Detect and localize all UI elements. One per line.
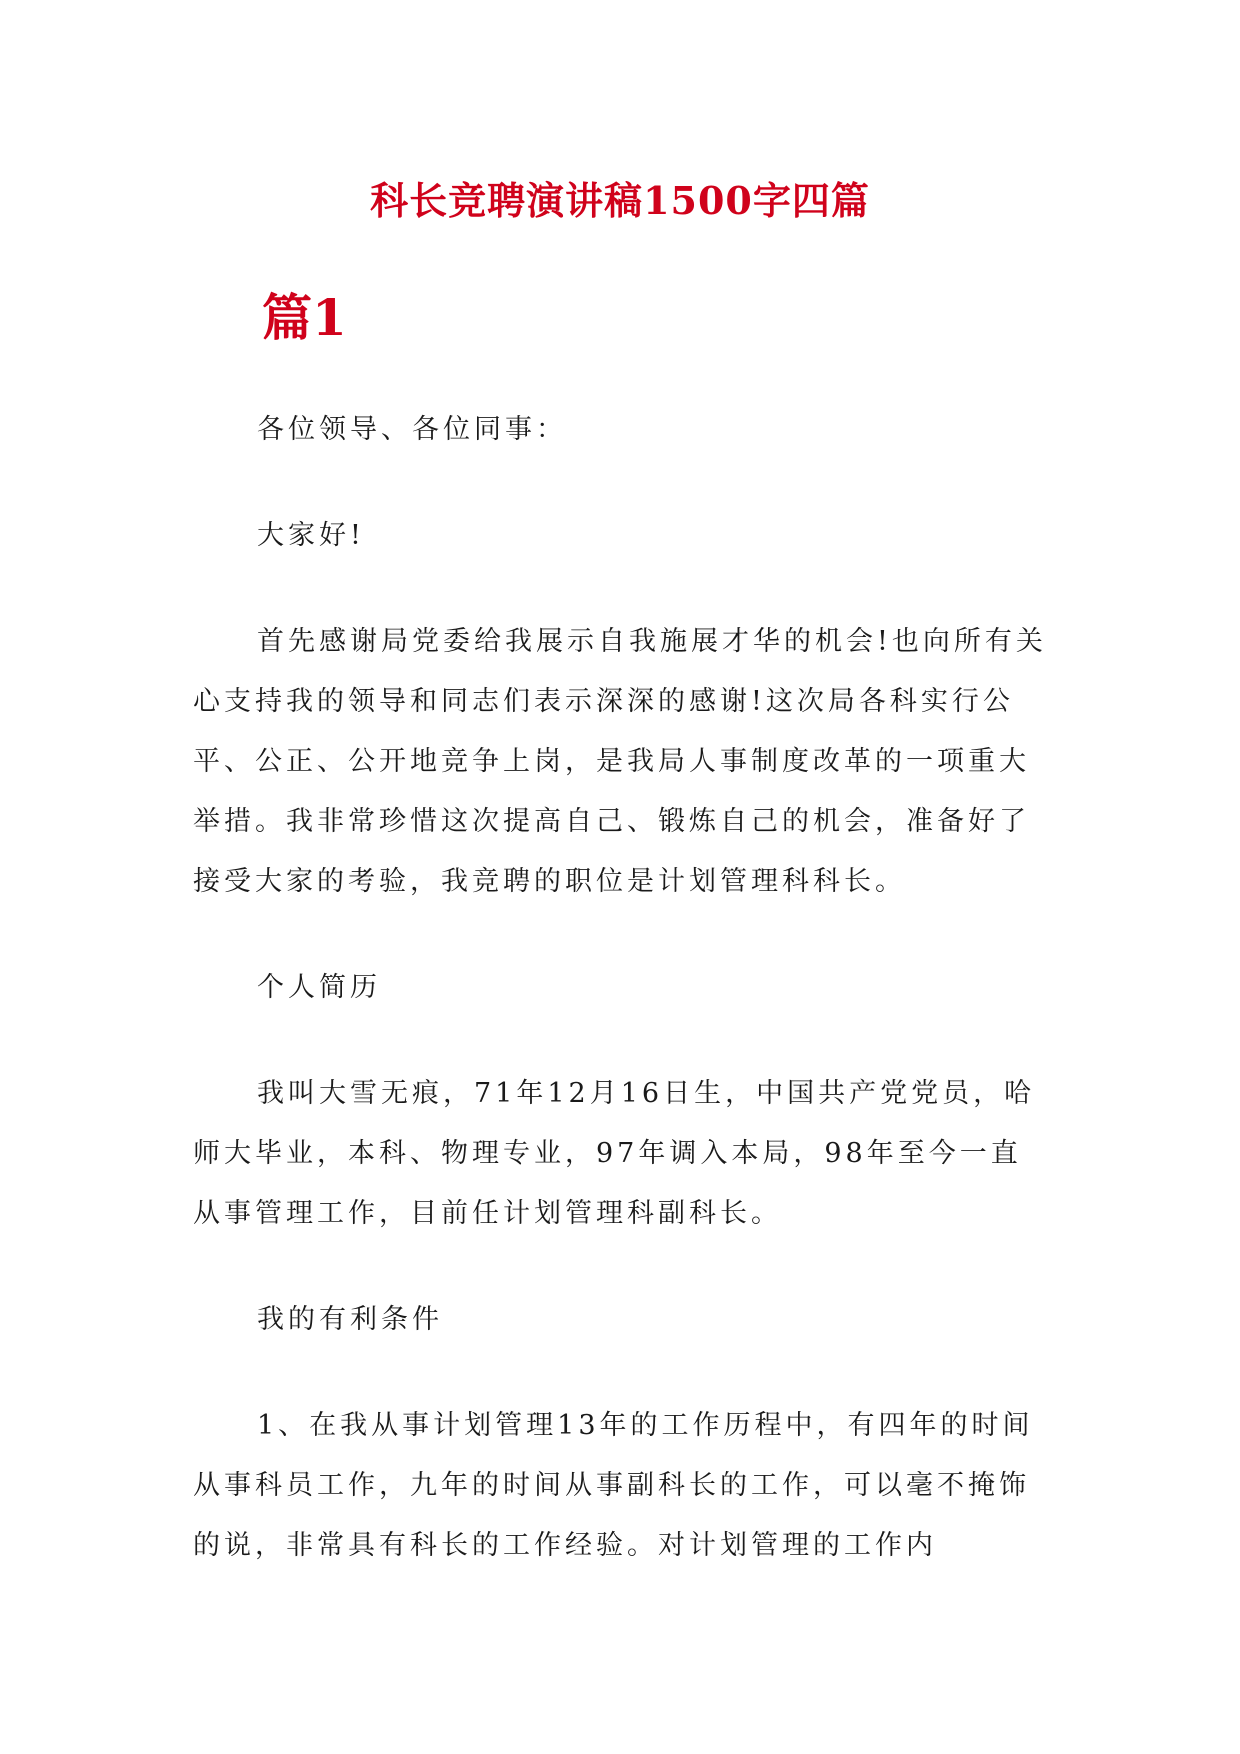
document-title: 科长竞聘演讲稿1500字四篇 <box>370 178 870 223</box>
subheading-resume: 个人简历 <box>257 972 381 1003</box>
body-paragraph-continued: 从事管理工作，目前任计划管理科副科长。 <box>193 1198 782 1229</box>
body-paragraph: 1、在我从事计划管理13年的工作历程中，有四年的时间 从事科员工作，九年的时间从事副科长的工作，可以毫不掩饰 的说，非常具有科长的工作经验。对计划管理的工作内 <box>193 1410 1034 1561</box>
section-heading: 篇1 <box>262 288 347 347</box>
body-paragraph: 首先感谢局党委给我展示自我施展才华的机会!也向所有关心支持我的领导和同志们表示深深的感谢!这次局各科实行公平、公正、公开地竞争上岗，是我局人事制度改革的一项重大举措。我非常珍惜这次提高自己、锻炼自己的机会，准备好了接受大家的考验，我竞聘的职位是计划管理科科长。 <box>193 626 1047 897</box>
salutation: 各位领导、各位同事： <box>257 414 567 445</box>
body-paragraph: 我叫大雪无痕，71年12月16日生，中国共产党党员，哈 师大毕业，本科、物理专业，97年调入本局，98年至今一直 <box>193 1078 1036 1169</box>
greeting: 大家好! <box>257 520 365 551</box>
subheading-advantages: 我的有利条件 <box>257 1304 443 1335</box>
document-body <box>193 400 1053 1576</box>
